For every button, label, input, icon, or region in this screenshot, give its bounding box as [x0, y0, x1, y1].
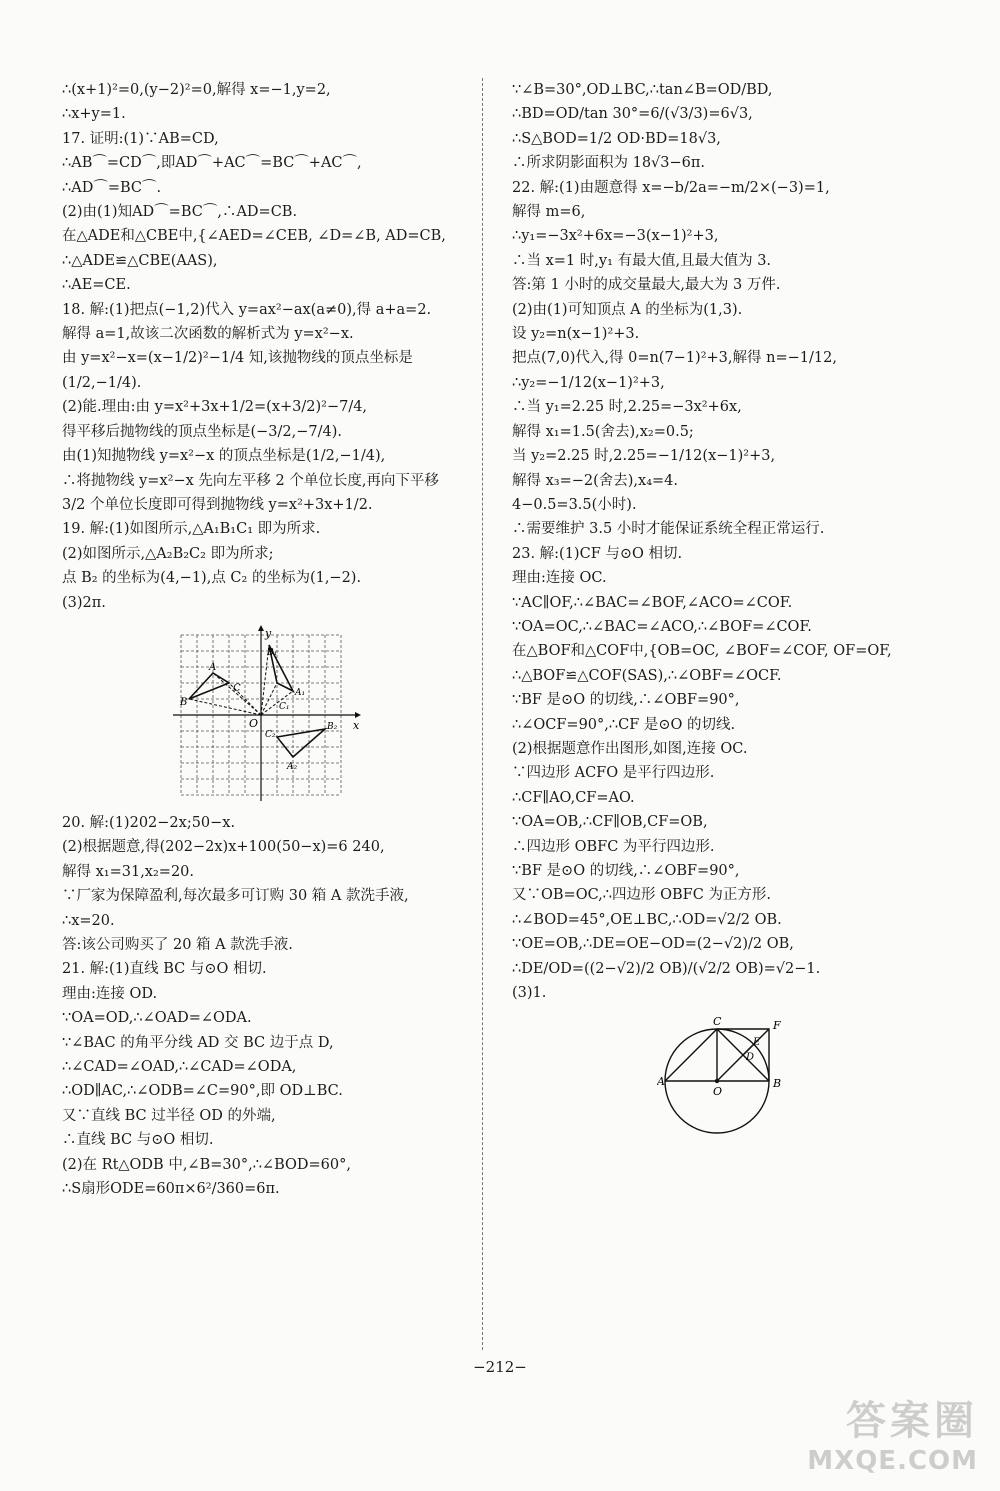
problem-19-heading: 19. 解:(1)如图所示,△A₁B₁C₁ 即为所求.	[62, 521, 321, 538]
text-line: ∴∠CAD=∠OAD,∴∠CAD=∠ODA,	[62, 1059, 297, 1075]
text-line: ∵∠B=30°,OD⊥BC,∴tan∠B=OD/BD,	[512, 82, 773, 98]
column-divider	[482, 78, 483, 1350]
problem-22-heading: 22. 解:(1)由题意得 x=−b/2a=−m/2×(−3)=1,	[512, 179, 830, 196]
text-line: ∴S扇形ODE=60π×6²/360=6π.	[62, 1181, 280, 1198]
text-line: ∴(x+1)²=0,(y−2)²=0,解得 x=−1,y=2,	[62, 82, 331, 98]
text-line: 解得 m=6,	[512, 204, 586, 221]
text-line: 在△BOF和△COF中,{OB=OC, ∠BOF=∠COF, OF=OF,	[512, 643, 892, 660]
text-line: (2)能.理由:由 y=x²+3x+1/2=(x+3/2)²−7/4,	[62, 399, 368, 416]
text-line: 由(1)知抛物线 y=x²−x 的顶点坐标是(1/2,−1/4),	[62, 448, 386, 465]
text-line: ∴所求阴影面积为 18√3−6π.	[512, 155, 706, 172]
figure-19-grid	[62, 625, 472, 805]
text-line: (2)由(1)可知顶点 A 的坐标为(1,3).	[512, 301, 743, 318]
text-line: 又∵OB=OC,∴四边形 OBFC 为正方形.	[512, 887, 772, 904]
text-line: 4−0.5=3.5(小时).	[512, 496, 637, 513]
point-label: A₂	[287, 761, 298, 772]
text-line: 得平移后抛物线的顶点坐标是(−3/2,−7/4).	[62, 423, 343, 440]
text-line: ∴DE/OD=((2−√2)/2 OB)/(√2/2 OB)=√2−1.	[512, 960, 821, 977]
point-label: D	[746, 1052, 755, 1064]
point-label: A	[209, 661, 217, 673]
text-line: (2)在 Rt△ODB 中,∠B=30°,∴∠BOD=60°,	[62, 1156, 351, 1173]
text-line: 解得 x₁=31,x₂=20.	[62, 863, 195, 880]
text-line: (3)2π.	[62, 594, 106, 611]
text-line: ∴需要维护 3.5 小时才能保证系统全程正常运行.	[512, 521, 825, 538]
text-line: 当 y₂=2.25 时,2.25=−1/12(x−1)²+3,	[512, 448, 776, 465]
text-line: 答:第 1 小时的成交量最大,最大为 3 万件.	[512, 277, 781, 294]
circle-square-diagram	[657, 1015, 797, 1145]
point-label: B₂	[327, 721, 338, 732]
problem-17-heading: 17. 证明:(1)∵AB=CD,	[62, 130, 219, 147]
text-line: ∵BF 是⊙O 的切线,∴∠OBF=90°,	[512, 692, 740, 709]
watermark-cn: 答案圈	[846, 1398, 978, 1444]
problem-23-heading: 23. 解:(1)CF 与⊙O 相切.	[512, 545, 683, 562]
text-line: ∴∠OCF=90°,∴CF 是⊙O 的切线.	[512, 716, 736, 733]
point-label: C	[233, 682, 241, 694]
text-line: 答:该公司购买了 20 箱 A 款洗手液.	[62, 936, 293, 953]
point-label: E	[753, 1037, 761, 1049]
text-line: 解得 a=1,故该二次函数的解析式为 y=x²−x.	[62, 326, 354, 343]
text-line: ∵OA=OD,∴∠OAD=∠ODA.	[62, 1010, 252, 1027]
text-line: 解得 x₃=−2(舍去),x₄=4.	[512, 472, 679, 489]
text-line: ∵厂家为保障盈利,每次最多可订购 30 箱 A 款洗手液,	[62, 888, 409, 905]
text-line: ∴四边形 OBFC 为平行四边形.	[512, 838, 715, 855]
text-line: ∴x+y=1.	[62, 106, 126, 123]
text-line: ∴OD∥AC,∴∠ODB=∠C=90°,即 OD⊥BC.	[62, 1083, 343, 1100]
point-label: A	[657, 1075, 665, 1089]
text-line: ∵OA=OB,∴CF∥OB,CF=OB,	[512, 814, 708, 831]
text-line: ∴S△BOD=1/2 OD·BD=18√3,	[512, 130, 721, 147]
text-line: (2)由(1)知AD⌒=BC⌒,∴AD=CB.	[62, 204, 298, 221]
point-label: B₁	[267, 647, 278, 658]
text-line: ∴当 y₁=2.25 时,2.25=−3x²+6x,	[512, 399, 742, 416]
text-line: 由 y=x²−x=(x−1/2)²−1/4 知,该抛物线的顶点坐标是	[62, 350, 413, 367]
text-line: ∵AC∥OF,∴∠BAC=∠BOF,∠ACO=∠COF.	[512, 594, 793, 611]
watermark-en: MXQE.COM	[807, 1446, 978, 1476]
text-line: ∵OA=OC,∴∠BAC=∠ACO,∴∠BOF=∠COF.	[512, 618, 812, 635]
problem-18-heading: 18. 解:(1)把点(−1,2)代入 y=ax²−ax(a≠0),得 a+a=2.	[62, 301, 432, 318]
point-label: B	[773, 1077, 782, 1091]
text-line: 3/2 个单位长度即可得到抛物线 y=x²+3x+1/2.	[62, 496, 373, 513]
text-line: ∴△BOF≌△COF(SAS),∴∠OBF=∠OCF.	[512, 667, 782, 684]
point-label: C	[713, 1015, 722, 1029]
text-line: (2)根据题意,得(202−2x)x+100(50−x)=6 240,	[62, 839, 385, 856]
left-column	[62, 78, 472, 1201]
text-line: 又∵直线 BC 过半径 OD 的外端,	[62, 1107, 276, 1124]
problem-20-heading: 20. 解:(1)202−2x;50−x.	[62, 814, 236, 831]
text-line: ∴将抛物线 y=x²−x 先向左平移 2 个单位长度,再向下平移	[62, 472, 439, 489]
text-line: ∵四边形 ACFO 是平行四边形.	[512, 765, 715, 782]
text-line: 理由:连接 OD.	[62, 985, 158, 1002]
page-number: −212−	[473, 1358, 527, 1376]
text-line: ∴CF∥AO,CF=AO.	[512, 789, 635, 806]
coordinate-grid-diagram	[167, 625, 367, 805]
text-line: ∴∠BOD=45°,OE⊥BC,∴OD=√2/2 OB.	[512, 911, 782, 928]
point-label: O	[713, 1085, 723, 1099]
right-column	[512, 78, 942, 1151]
text-line: ∴BD=OD/tan 30°=6/(√3/3)=6√3,	[512, 106, 753, 123]
text-line: (2)根据题意作出图形,如图,连接 OC.	[512, 740, 748, 757]
text-line: ∴y₁=−3x²+6x=−3(x−1)²+3,	[512, 228, 719, 245]
figure-23-circle	[512, 1015, 942, 1145]
axis-label-y: y	[265, 626, 272, 640]
text-line: ∴当 x=1 时,y₁ 有最大值,且最大值为 3.	[512, 252, 772, 269]
text-line: ∴y₂=−1/12(x−1)²+3,	[512, 374, 665, 391]
origin-label: O	[249, 716, 259, 730]
text-line: 设 y₂=n(x−1)²+3.	[512, 326, 640, 343]
text-line: (1/2,−1/4).	[62, 374, 142, 391]
text-line: ∵OE=OB,∴DE=OE−OD=(2−√2)/2 OB,	[512, 936, 794, 953]
text-line: ∴AD⌒=BC⌒.	[62, 179, 162, 196]
point-label: B	[180, 696, 188, 708]
text-line: ∴x=20.	[62, 912, 115, 929]
text-line: 理由:连接 OC.	[512, 570, 607, 587]
text-line: 在△ADE和△CBE中,{∠AED=∠CEB, ∠D=∠B, AD=CB,	[62, 228, 446, 245]
text-line: 解得 x₁=1.5(舍去),x₂=0.5;	[512, 423, 694, 440]
watermark-logo	[788, 1389, 978, 1481]
text-line: 点 B₂ 的坐标为(4,−1),点 C₂ 的坐标为(1,−2).	[62, 570, 362, 587]
text-line: ∴△ADE≌△CBE(AAS),	[62, 252, 218, 269]
text-line: (2)如图所示,△A₂B₂C₂ 即为所求;	[62, 545, 274, 562]
text-line: ∵BF 是⊙O 的切线,∴∠OBF=90°,	[512, 863, 740, 879]
text-line: ∴直线 BC 与⊙O 相切.	[62, 1132, 214, 1149]
text-line: ∵∠BAC 的角平分线 AD 交 BC 边于点 D,	[62, 1034, 334, 1051]
point-label: A₁	[295, 687, 306, 698]
text-line: ∴AB⌒=CD⌒,即AD⌒+AC⌒=BC⌒+AC⌒,	[62, 155, 362, 172]
text-line: 把点(7,0)代入,得 0=n(7−1)²+3,解得 n=−1/12,	[512, 350, 837, 367]
point-label: C₁	[279, 701, 290, 712]
point-label: C₂	[265, 729, 276, 740]
axis-label-x: x	[353, 718, 360, 732]
text-line: ∴AE=CE.	[62, 277, 131, 294]
problem-21-heading: 21. 解:(1)直线 BC 与⊙O 相切.	[62, 961, 267, 978]
text-line: (3)1.	[512, 985, 547, 1002]
point-label: F	[773, 1019, 781, 1033]
